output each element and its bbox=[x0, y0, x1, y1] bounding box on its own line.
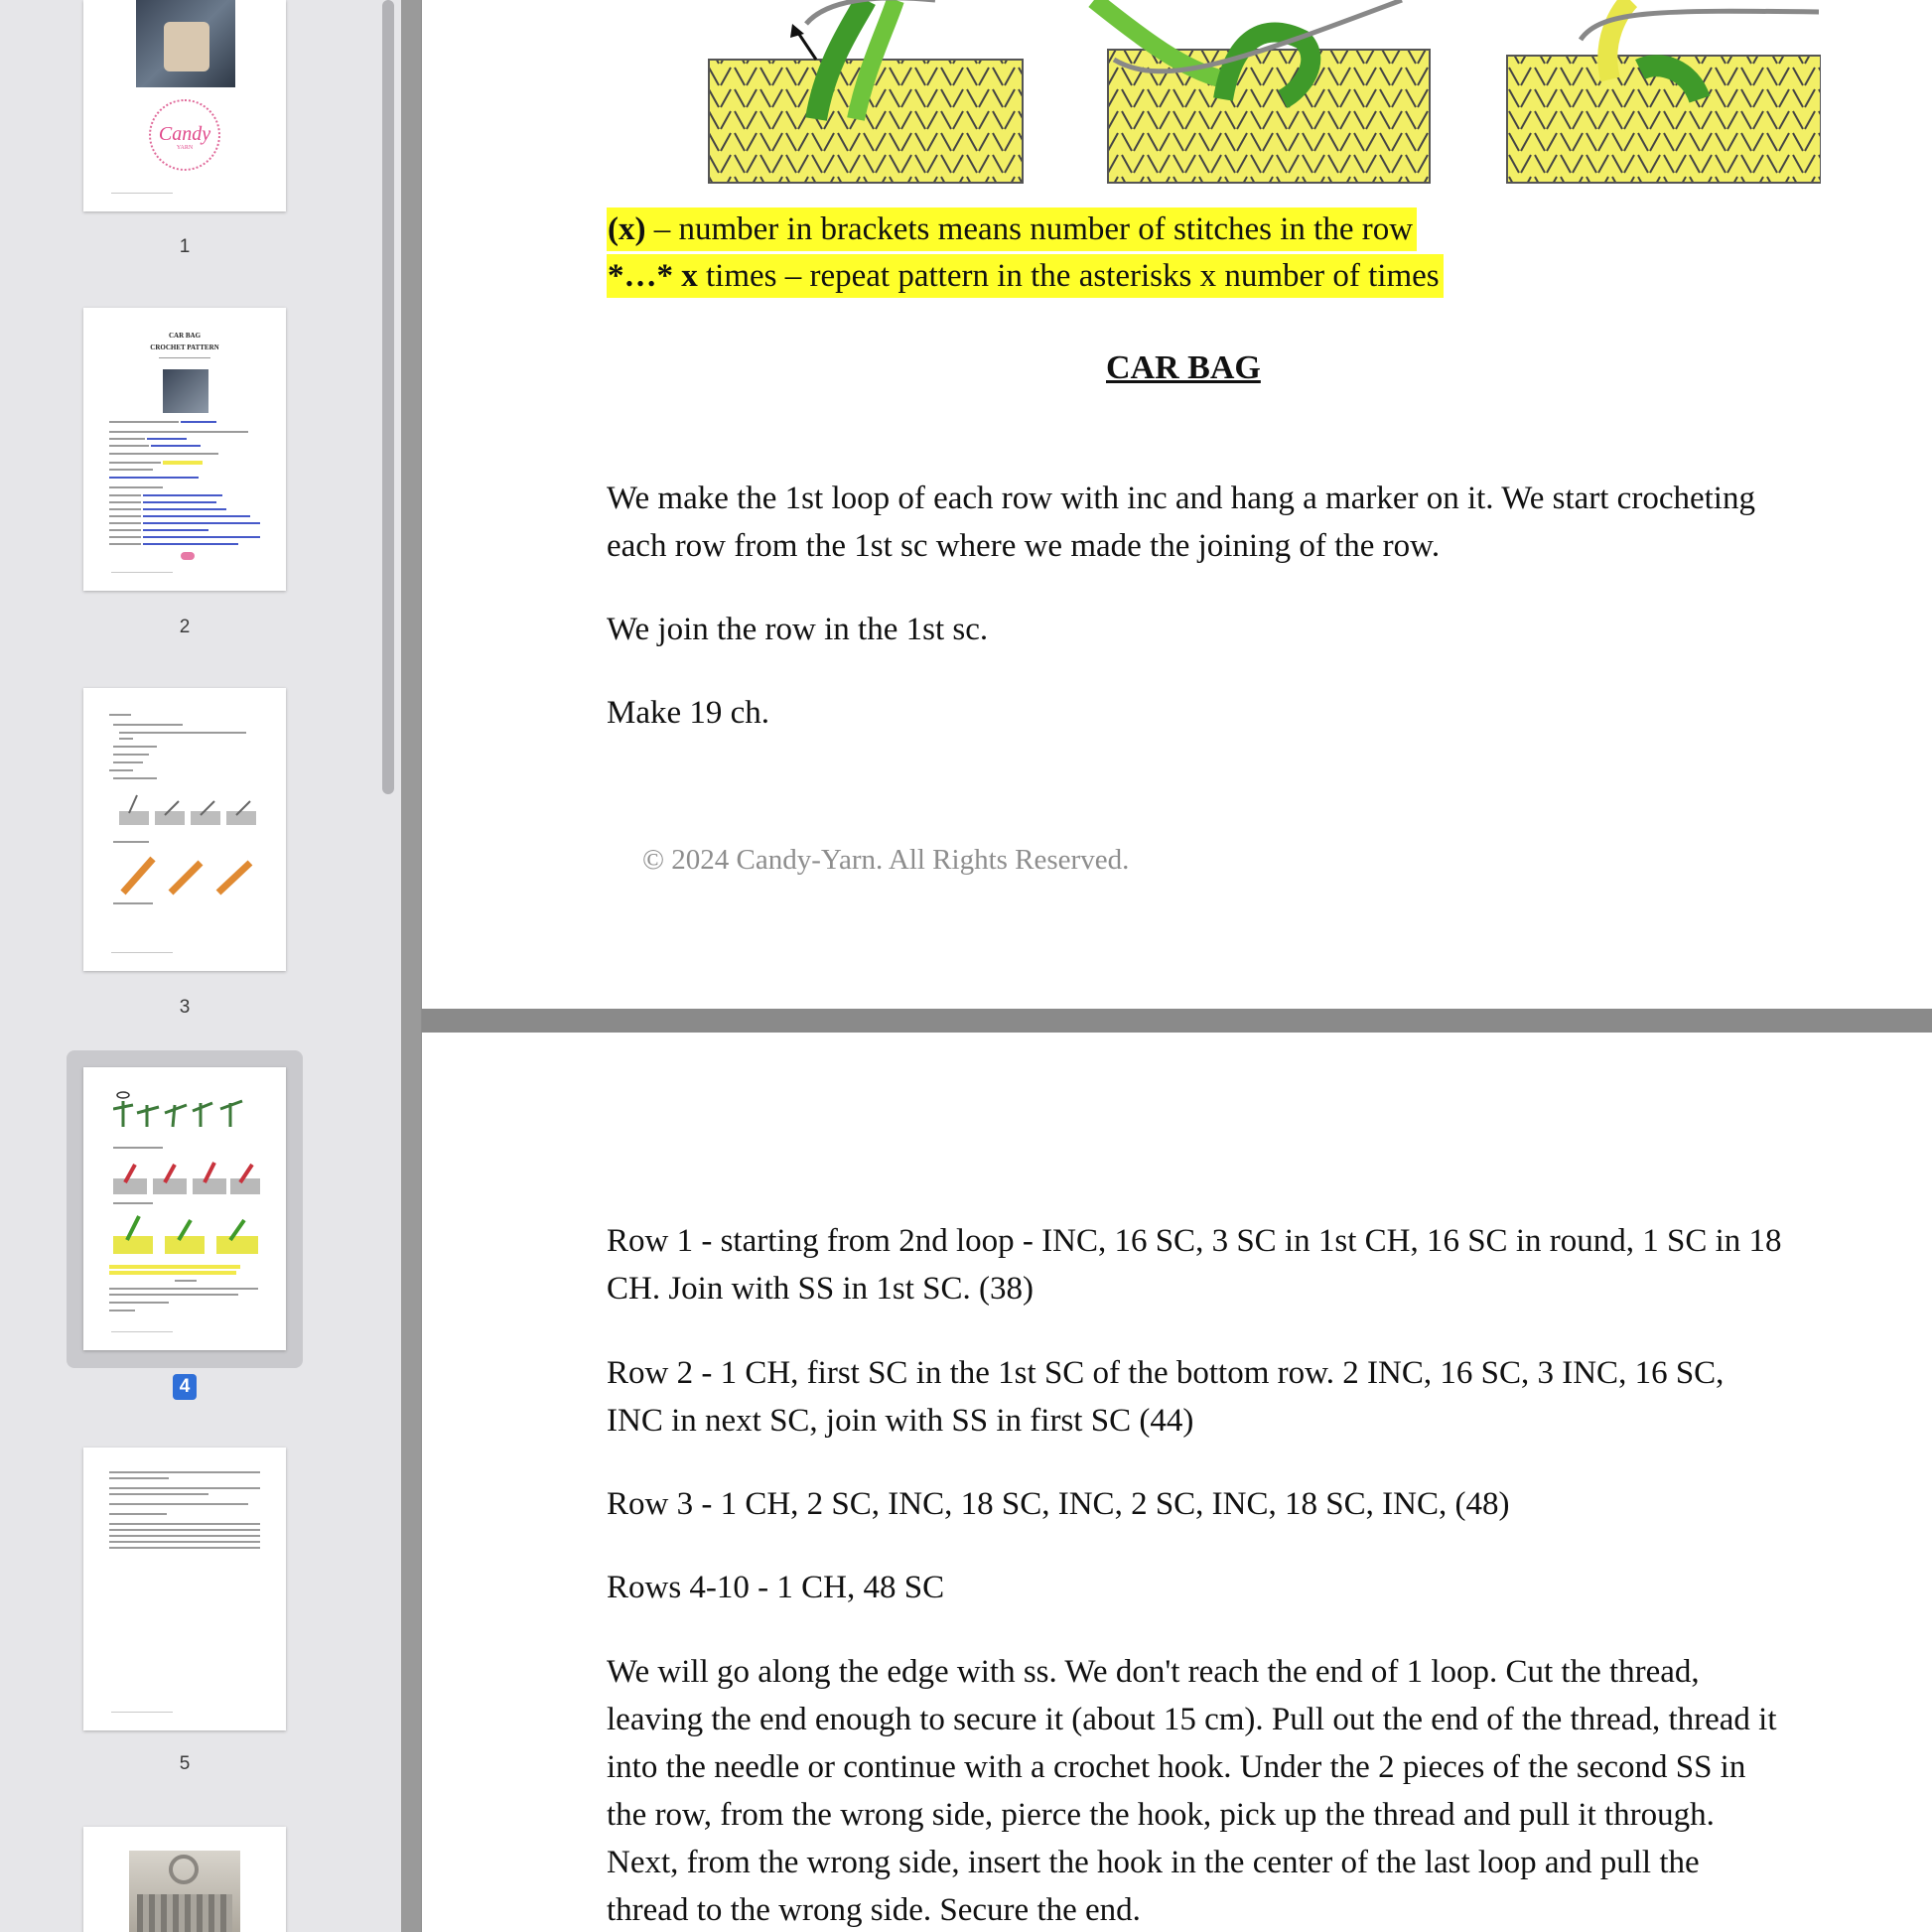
thumb6-photo bbox=[129, 1851, 240, 1932]
sidebar-divider[interactable] bbox=[401, 0, 421, 1932]
join-instruction: We join the row in the 1st sc. bbox=[607, 612, 989, 647]
legend-line-1 bbox=[607, 207, 1417, 251]
thumb3-stitch-row-1 bbox=[119, 791, 258, 827]
row-3-instruction: Row 3 - 1 CH, 2 SC, INC, 18 SC, INC, 2 SC, INC, 18 SC, INC, (48) bbox=[607, 1486, 1510, 1522]
thumb2-title-line1: CAR BAG bbox=[168, 332, 202, 340]
sidebar-scrollbar[interactable] bbox=[382, 0, 394, 794]
thumb4-stitch-row-3 bbox=[113, 1212, 262, 1256]
thumb2-logo bbox=[181, 552, 195, 560]
thumb-label-5: 5 bbox=[179, 1753, 191, 1774]
stitch-panel-2 bbox=[1094, 0, 1430, 183]
thumbnail-sidebar[interactable] bbox=[0, 0, 401, 1932]
thumb-label-2: 2 bbox=[179, 617, 191, 637]
thumb-label-1: 1 bbox=[179, 236, 191, 257]
thumb4-stitch-row-2 bbox=[113, 1157, 262, 1196]
stitch-panel-1 bbox=[709, 0, 1023, 183]
page-thumbnail-3[interactable] bbox=[83, 688, 286, 971]
thumb2-title-line2: CROCHET PATTERN bbox=[150, 344, 219, 351]
thumb-bag-photo bbox=[136, 0, 235, 87]
page-thumbnail-6[interactable] bbox=[83, 1827, 286, 1932]
legend-1-symbol: (x) bbox=[608, 211, 646, 247]
page-thumbnail-1[interactable] bbox=[83, 0, 286, 211]
chain-instruction: Make 19 ch. bbox=[607, 695, 770, 731]
thumb4-stitch-row-1 bbox=[113, 1091, 262, 1131]
legend-2-text: times – repeat pattern in the asterisks x number of times bbox=[697, 258, 1440, 294]
page-thumbnail-2[interactable] bbox=[83, 308, 286, 591]
copyright-footer: © 2024 Candy-Yarn. All Rights Reserved. bbox=[642, 844, 1130, 876]
finishing-instruction: We will go along the edge with ss. We don't reach the end of 1 loop. Cut the thread, leaving the end enough to secure it (about 15 cm). Pull out the end of the thread, thread it into the needle or continue with a crochet hook. Under the 2 pieces of the second SS in the row, from the wrong side, pierce the hook, pick up the thread and pull it through. Next, from the wrong side, insert the hook in the center of the last loop and pull the thread to the wrong side. Secure the end. bbox=[607, 1654, 1777, 1928]
legend-line-2 bbox=[607, 254, 1444, 298]
thumb2-photo bbox=[163, 369, 208, 413]
intro-paragraph: We make the 1st loop of each row with inc and hang a marker on it. We start crocheting each row from the 1st sc where we made the joining of the row. bbox=[607, 481, 1755, 564]
row-2-instruction: Row 2 - 1 CH, first SC in the 1st SC of the bottom row. 2 INC, 16 SC, 3 INC, 16 SC, INC in next SC, join with SS in first SC (44) bbox=[607, 1355, 1725, 1439]
page-gap bbox=[422, 1009, 1932, 1033]
thumb-label-4 bbox=[83, 1374, 286, 1400]
stitch-panel-3 bbox=[1507, 0, 1821, 183]
rows-4-10-instruction: Rows 4-10 - 1 CH, 48 SC bbox=[607, 1570, 945, 1605]
legend-1-text: – number in brackets means number of stitches in the row bbox=[645, 211, 1414, 247]
stitch-illustrations bbox=[707, 0, 1821, 191]
row-1-instruction: Row 1 - starting from 2nd loop - INC, 16 SC, 3 SC in 1st CH, 16 SC in round, 1 SC in 18 CH. Join with SS in 1st SC. (38) bbox=[607, 1223, 1782, 1307]
section-title: CAR BAG bbox=[1106, 349, 1261, 386]
thumb-label-4-badge: 4 bbox=[173, 1374, 198, 1400]
thumb-label-3: 3 bbox=[179, 997, 191, 1018]
page-thumbnail-5[interactable] bbox=[83, 1448, 286, 1730]
page-thumbnail-4[interactable] bbox=[83, 1067, 286, 1350]
thumb3-stitch-row-2 bbox=[119, 853, 258, 897]
candy-logo: Candy YARN bbox=[149, 99, 220, 171]
legend-2-symbol: *…* x bbox=[608, 258, 698, 294]
